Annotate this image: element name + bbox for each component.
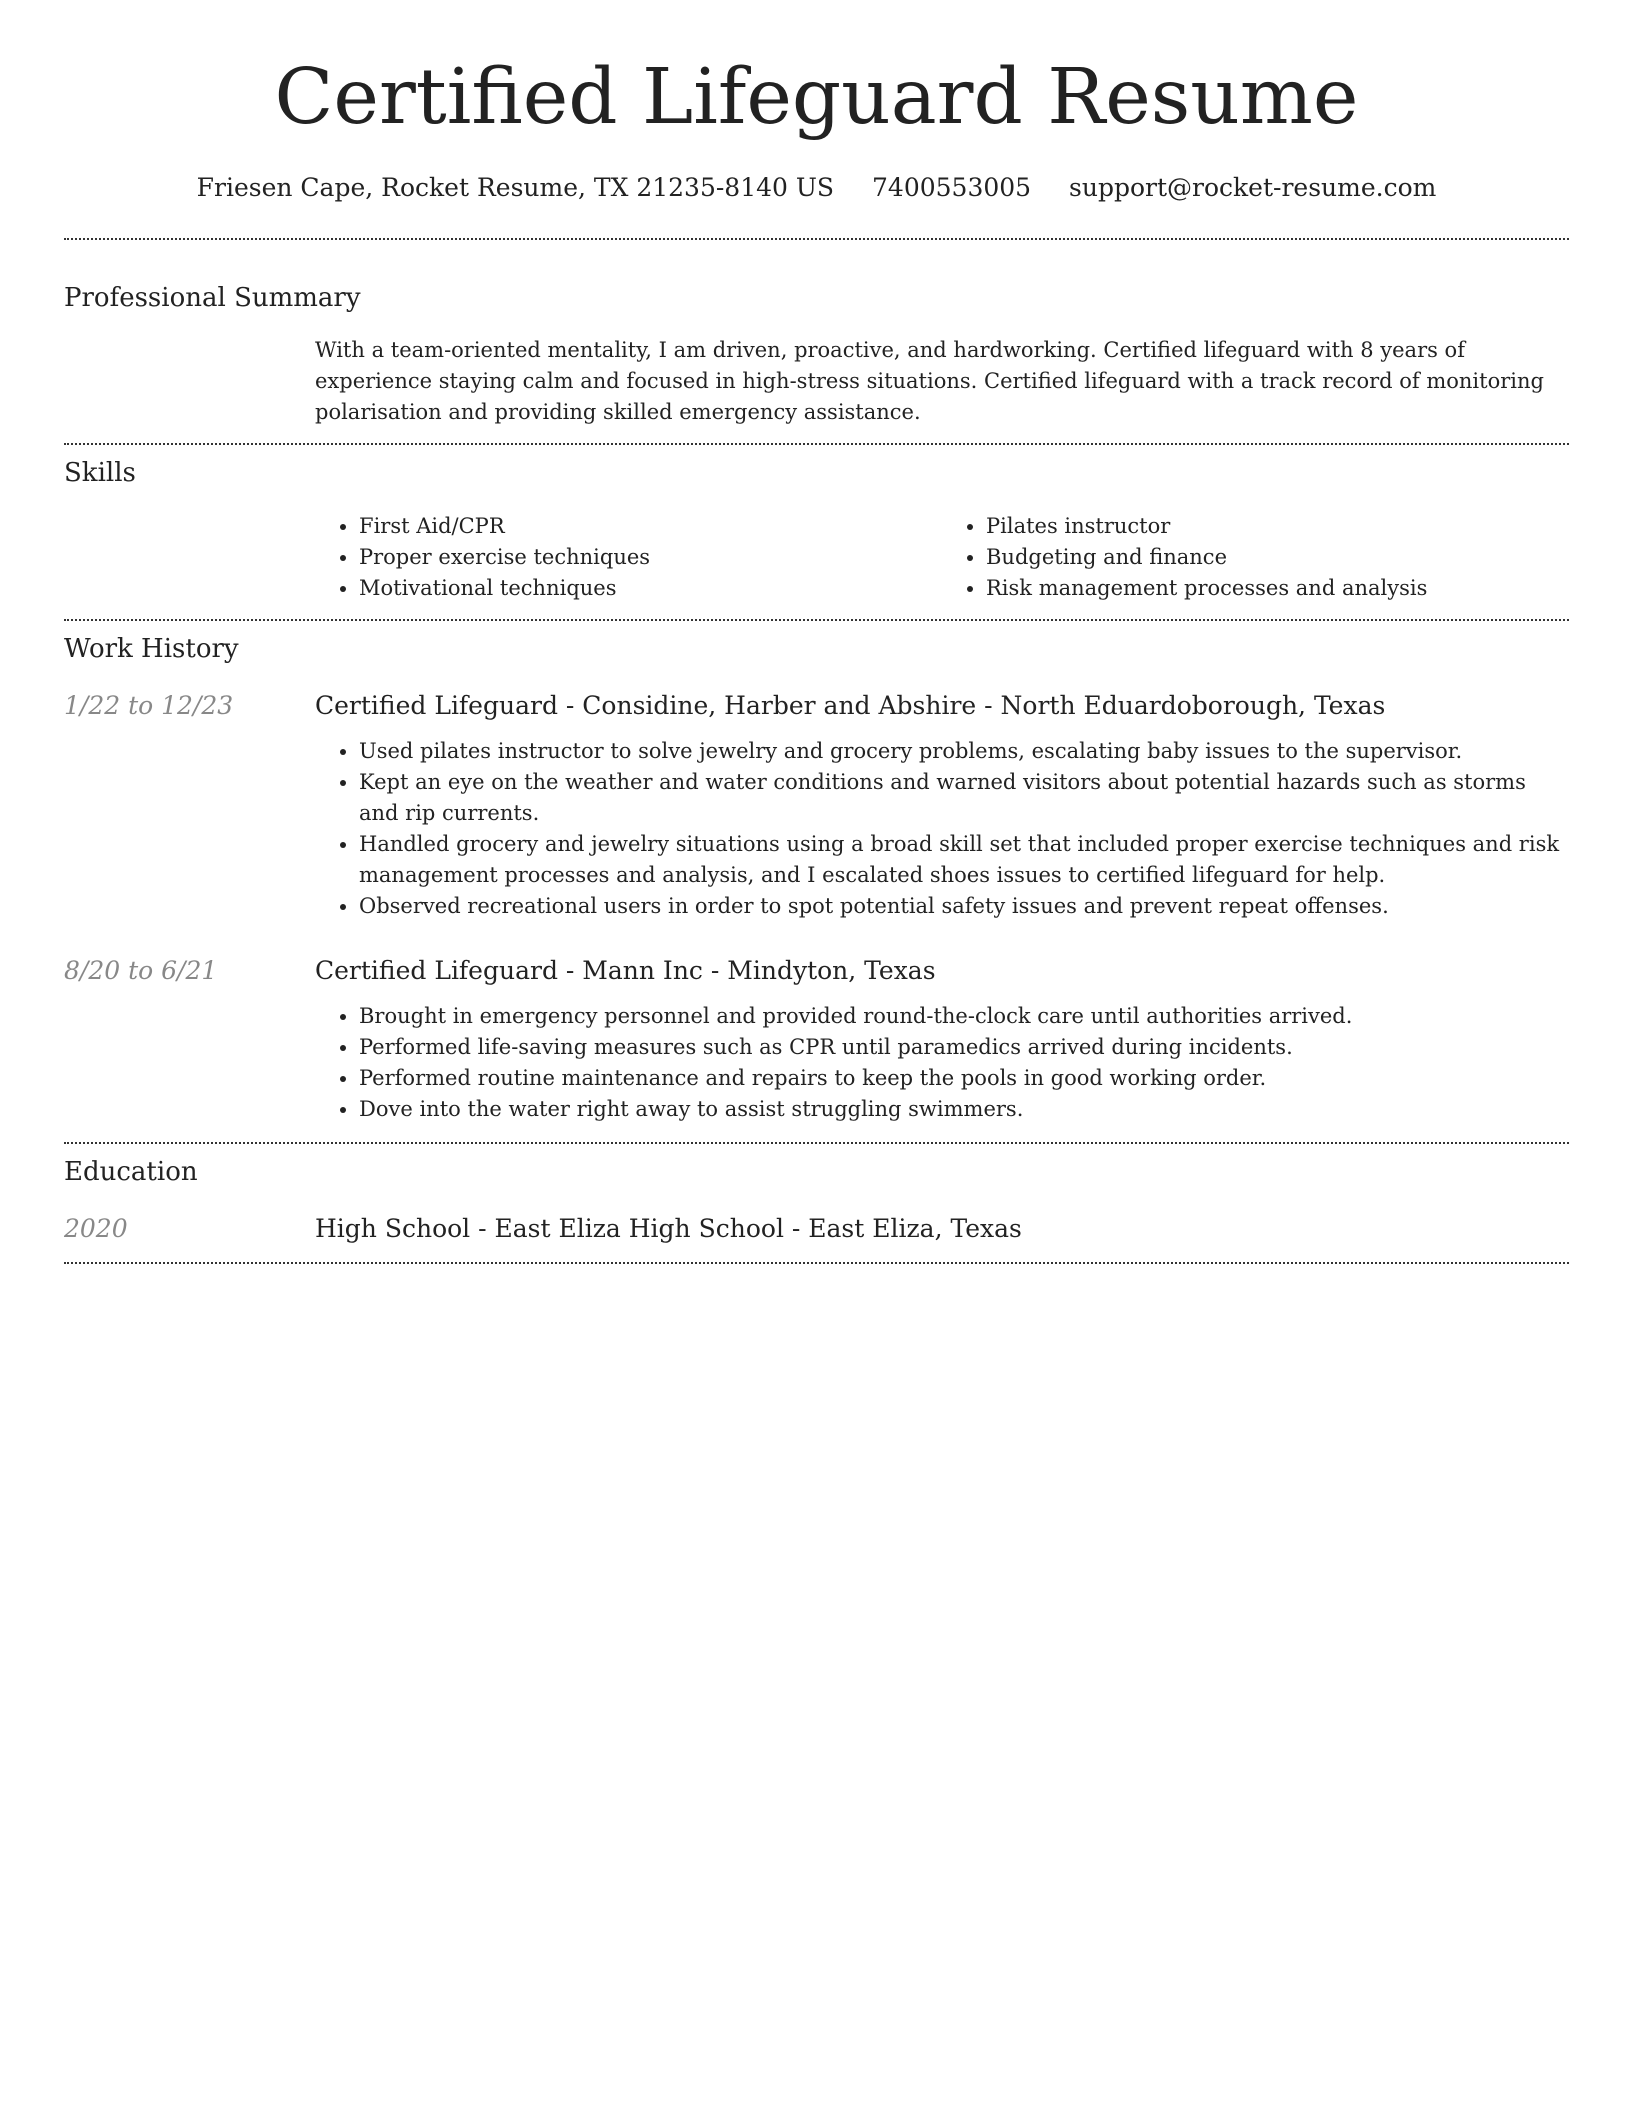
job-title: Certified Lifeguard - Considine, Harber and Abshire - North Eduardoborough, Texas [315,691,1386,720]
contact-email[interactable]: support@rocket-resume.com [1069,173,1437,202]
job-dates: 8/20 to 6/21 [64,956,218,985]
summary-text: With a team-oriented mentality, I am driven, proactive, and hardworking. Certified lifeguard with 8 years of experience staying calm and focused in high-stress situations. Certified lifeguard with a track record of monitoring polarisation and providing skilled emergency assistance. [315,338,1544,424]
summary-section [64,281,1569,428]
job-bullet: • Used pilates instructor to solve jewelry and grocery problems, escalating baby issues to the supervisor. [359,736,1569,767]
divider [64,1142,1569,1144]
job-bullets [315,1001,1569,1125]
education-heading: Education [64,1157,198,1187]
job-bullet: • Performed life-saving measures such as CPR until paramedics arrived during incidents. [359,1032,1569,1063]
divider [64,238,1569,240]
job-title: Certified Lifeguard - Mann Inc - Mindyton, Texas [315,956,936,985]
skills-list-right [942,511,1569,604]
skill-item: • Risk management processes and analysis [986,573,1569,604]
skill-item: • Budgeting and finance [986,542,1569,573]
divider [64,443,1569,445]
resume-page [64,0,1569,1264]
job-bullet: • Dove into the water right away to assist struggling swimmers. [359,1094,1569,1125]
job-dates: 1/22 to 12/23 [64,691,234,720]
divider [64,1262,1569,1264]
skills-grid [315,511,1569,604]
contact-phone: 7400553005 [872,173,1032,202]
education-section [64,1155,1569,1246]
job-bullet: • Observed recreational users in order to spot potential safety issues and prevent repeat offenses. [359,891,1569,922]
job-entry [64,954,1569,1125]
skill-item: • First Aid/CPR [359,511,942,542]
work-section [64,632,1569,1125]
contact-address: Friesen Cape, Rocket Resume, TX 21235-8140 US [196,173,835,202]
job-bullet: • Kept an eye on the weather and water conditions and warned visitors about potential hazards such as storms and rip currents. [359,767,1569,829]
job-bullet: • Handled grocery and jewelry situations using a broad skill set that included proper exercise techniques and risk management processes and analysis, and I escalated shoes issues to certified lifeguard for help. [359,829,1569,891]
education-title: High School - East Eliza High School - East Eliza, Texas [315,1214,1022,1243]
job-bullet: • Performed routine maintenance and repairs to keep the pools in good working order. [359,1063,1569,1094]
skill-item: • Pilates instructor [986,511,1569,542]
skill-item: • Proper exercise techniques [359,542,942,573]
skill-item: • Motivational techniques [359,573,942,604]
skills-section [64,456,1569,604]
job-bullet: • Brought in emergency personnel and provided round-the-clock care until authorities arrived. [359,1001,1569,1032]
skills-list-left [315,511,942,604]
job-entry [64,689,1569,922]
education-entry [64,1212,1569,1246]
contact-line [64,168,1569,208]
skills-heading: Skills [64,458,136,488]
summary-heading: Professional Summary [64,283,361,313]
resume-title: Certified Lifeguard Resume [274,53,1359,142]
education-year: 2020 [64,1214,128,1243]
divider [64,619,1569,621]
job-bullets [315,736,1569,922]
work-heading: Work History [64,634,239,664]
